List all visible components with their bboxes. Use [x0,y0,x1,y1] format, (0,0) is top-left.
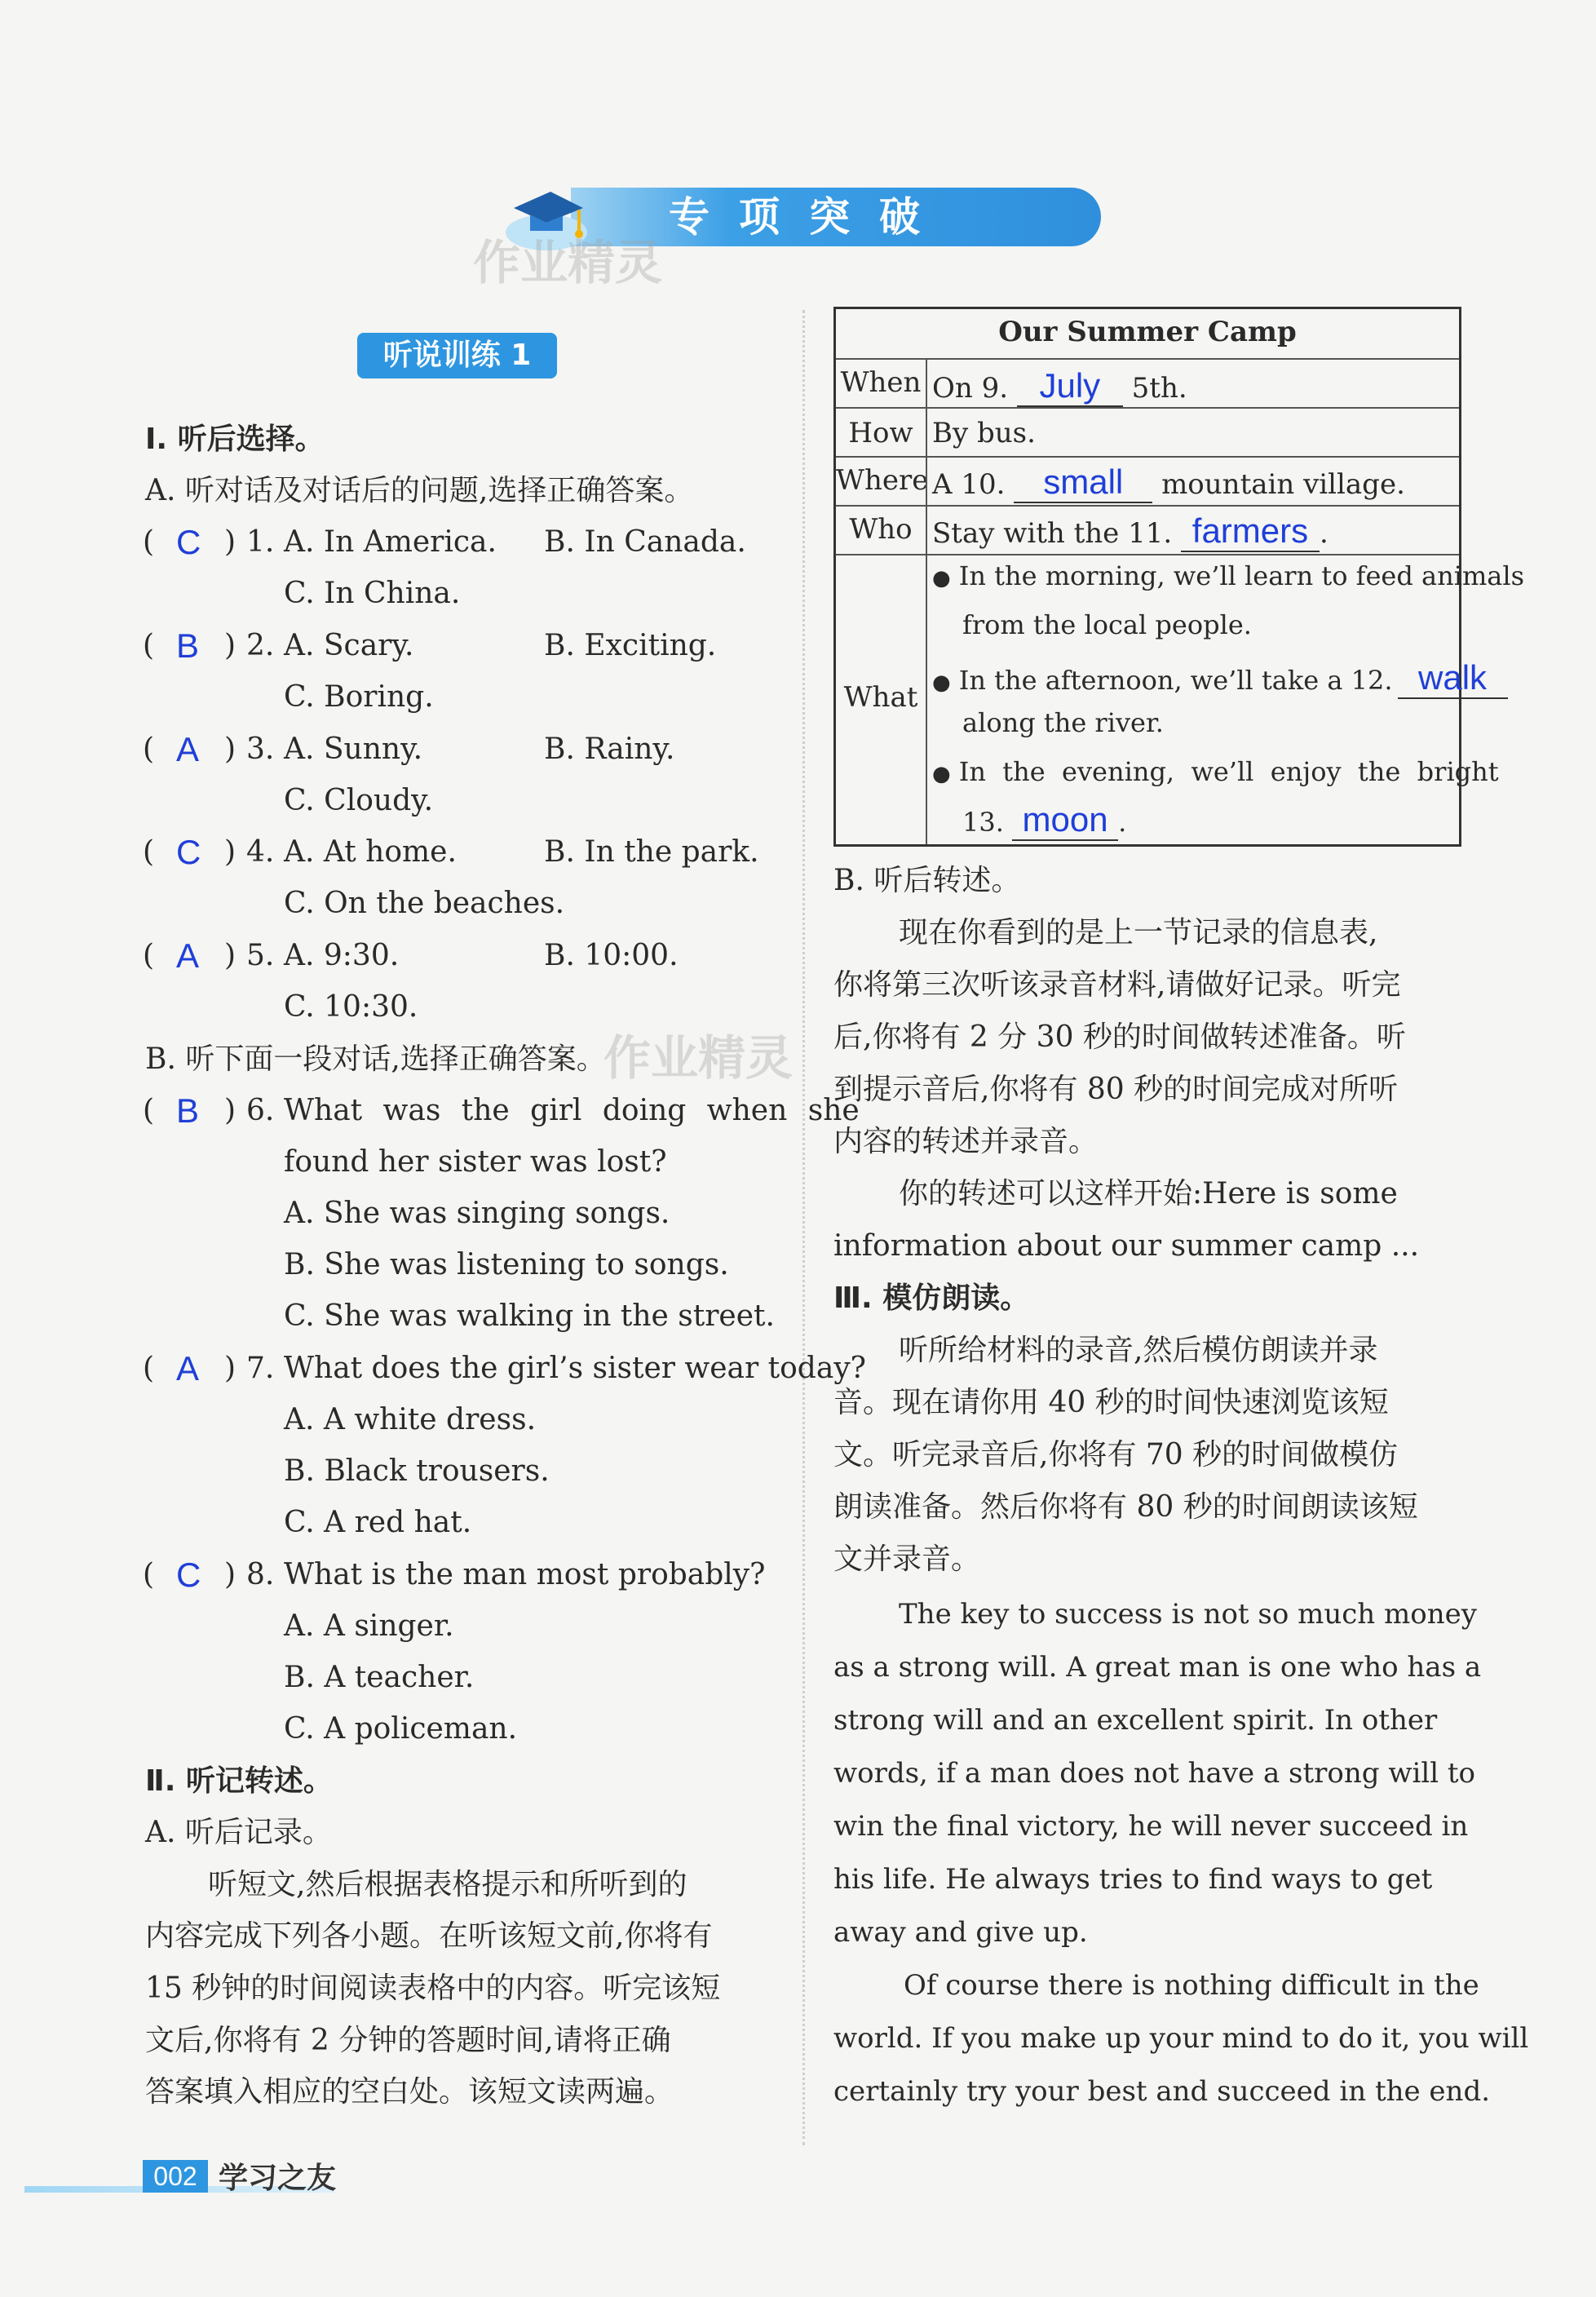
option-c: C. On the beaches. [284,887,565,920]
bullet-icon: ● [932,671,951,695]
part2-b-line: 你的转述可以这样开始:Here is some [899,1177,1398,1210]
option-b: B. Black trousers. [284,1454,550,1488]
passage-line: strong will and an excellent spirit. In other [833,1704,1438,1737]
section-label: 听说训练 1 [357,333,557,378]
answer-6: B [176,1091,200,1130]
option-b: B. In the park. [544,835,759,869]
question-stem: What is the man most probably? [284,1558,766,1591]
option-a: A. Scary. [284,629,414,662]
part2-b-line: 现在你看到的是上一节记录的信息表, [899,916,1378,949]
question-stem-line2: found her sister was lost? [284,1145,667,1179]
table-row-when: When On 9. July 5th. [836,360,1459,409]
part3-line: 朗读准备。然后你将有 80 秒的时间朗读该短 [833,1490,1418,1524]
answer-7: A [176,1349,200,1387]
part3-line: 音。现在请你用 40 秒的时间快速浏览该短 [833,1386,1389,1419]
answer-9: July [1017,366,1123,407]
option-c: C. Boring. [284,680,434,714]
table-title-row [836,309,1459,360]
option-a: A. 9:30. [284,939,400,972]
part2-a-line: 15 秒钟的时间阅读表格中的内容。听完该短 [145,1972,721,2005]
part2-b-line: information about our summer camp ... [833,1229,1420,1263]
page: 专项突破 作业精灵 作业精灵 听说训练 1 Ⅰ. 听后选择。 A. 听对话及对话后的问题,选择正确答案。 ( C ) 1. A. In America. B. In Canada. C. In China. ( B ) 2. A. Scary. B. Exciting. C. Boring. ( A ) 3. A. Sunny. B. Rainy. C. Cloudy. ( C ) 4. A. At home. B. In the park. C. On the beaches. ( A ) 5. A. 9:30. B. 10:00. C. 10:30. B. 听下面一段对话,选择正确答案。 ( B ) 6. What was the girl doing when she found her sister was lost? A. She was singing songs. B. She was listening to songs. C. She was walking in the street. ( A ) 7. What does the girl’s sister wear today? A. A white dress. B. Black trousers. C. A red hat. ( C ) 8. What is the man most probably? A. A singer. B. A teacher. C. A policeman. Ⅱ. 听记转述。 A. 听后记录。 听短文,然后根据表格提示和所听到的 内容完成下列各小题。在听该短文前,你将有 15 秒钟的时间阅读表格中的内容。听完该短 文后,你将有 2 分钟的答题时间,请将正确 答案填入相应的空白处。该短文读两遍。 Our Summer Camp When On 9. July 5th. How By bus. Where A 10. small mountain village. Who Stay with the 11. farmers . What ● In the morning, we’ll learn to feed animals from the local people. ● In the afternoon, we’ll take a 12. walk along the river. ● In the evening, we’ll enjoy the bright 13. moon . B. 听后转述。 现在你看到的是上一节记录的信息表, 你将第三次听该录音材料,请做好记录。听完 后,你将有 2 分 30 秒的时间做转述准备。听 到提示音后,你将有 80 秒的时间完成对所听 内容的转述并录音。 你的转述可以这样开始:Here is some information about our summer camp ... Ⅲ. 模仿朗读。 听所给材料的录音,然后模仿朗读并录 音。现在请你用 40 秒的时间快速浏览该短 文。听完录音后,你将有 70 秒的时间做模仿 朗读准备。然后你将有 80 秒的时间朗读该短 文并录音。 The key to success is not so much money as a strong will. A great man is one who has a strong will and an excellent spirit. In other words, if a man does not have a strong will to win the final victory, he will never succeed in his life. He always tries to find ways to get away and give up. Of course there is nothing difficult in the world. If you make up your mind to do it, you will certainly try your best and succeed in the end. 002 学习之友 [0,0,1596,2297]
banner-title: 专项突破 [669,193,949,241]
part3-line: 文并录音。 [833,1542,981,1576]
watermark: 作业精灵 [603,1030,794,1086]
option-c: C. Cloudy. [284,784,434,817]
part2-a-line: 文后,你将有 2 分钟的答题时间,请将正确 [145,2024,671,2057]
part2-a-line: 内容完成下列各小题。在听该短文前,你将有 [145,1919,713,1953]
answer-3: A [176,730,200,768]
option-c: C. She was walking in the street. [284,1299,775,1333]
passage-line: The key to success is not so much money [899,1598,1477,1631]
passage-line: away and give up. [833,1916,1088,1949]
part3-line: 文。听完录音后,你将有 70 秒的时间做模仿 [833,1438,1399,1472]
option-b: B. Rainy. [544,732,675,766]
option-a: A. In America. [284,525,497,559]
option-a: A. She was singing songs. [284,1197,670,1230]
passage-line: words, if a man does not have a strong will to [833,1757,1476,1790]
summer-camp-table [833,307,1525,847]
option-b: B. She was listening to songs. [284,1248,729,1281]
answer-11: farmers [1181,511,1320,552]
table-title: Our Summer Camp [998,316,1297,348]
option-a: A. A white dress. [284,1403,537,1436]
answer-5: A [176,936,200,975]
table-row-what: What ● In the morning, we’ll learn to feed animals from the local people. ● In the afternoon, we’ll take a 12. walk along the river. ● In the evening, we’ll enjoy the bright 13. moon . [836,555,1459,844]
watermark: 作业精灵 [473,235,663,290]
part3-line: 听所给材料的录音,然后模仿朗读并录 [899,1334,1378,1367]
column-divider [802,310,805,2145]
answer-12: walk [1398,658,1508,699]
part2-b-instruction: B. 听后转述。 [833,864,1021,897]
option-b: B. Exciting. [544,629,717,662]
option-c: C. 10:30. [284,990,418,1024]
option-c: C. In China. [284,577,461,610]
table-row-how: How By bus. [836,409,1459,458]
question-stem: What does the girl’s sister wear today? [284,1352,866,1385]
passage-line: his life. He always tries to find ways to get [833,1863,1433,1896]
option-b: B. A teacher. [284,1661,475,1694]
passage-line: world. If you make up your mind to do it, you will [833,2022,1529,2055]
page-number: 002 [143,2160,208,2193]
part2-b-line: 到提示音后,你将有 80 秒的时间完成对所听 [833,1073,1399,1106]
option-a: A. At home. [284,835,457,869]
bullet-icon: ● [932,566,951,591]
table-row-where: Where A 10. small mountain village. [836,458,1459,507]
option-a: A. A singer. [284,1609,454,1643]
part2-a-line: 听短文,然后根据表格提示和所听到的 [208,1868,687,1901]
answer-1: C [176,523,201,561]
option-c: C. A policeman. [284,1712,518,1746]
passage-line: certainly try your best and succeed in the end. [833,2075,1491,2108]
part2-b-line: 后,你将有 2 分 30 秒的时间做转述准备。听 [833,1020,1406,1054]
option-c: C. A red hat. [284,1506,472,1539]
part2-b-line: 你将第三次听该录音材料,请做好记录。听完 [833,968,1401,1002]
answer-8: C [176,1556,201,1594]
answer-4: C [176,833,201,871]
part1-heading: Ⅰ. 听后选择。 [145,423,325,456]
option-b: B. 10:00. [544,939,679,972]
passage-line: win the final victory, he will never succeed in [833,1810,1469,1843]
passage-line: as a strong will. A great man is one who has a [833,1651,1482,1684]
part2-b-line: 内容的转述并录音。 [833,1125,1099,1158]
option-a: A. Sunny. [284,732,423,766]
answer-2: B [176,626,200,665]
part2-a-line: 答案填入相应的空白处。该短文读两遍。 [145,2075,674,2109]
part2-a-instruction: A. 听后记录。 [145,1816,332,1849]
answer-13: moon [1012,800,1118,841]
part3-heading: Ⅲ. 模仿朗读。 [833,1281,1030,1315]
option-b: B. In Canada. [544,525,746,559]
part1-b-instruction: B. 听下面一段对话,选择正确答案。 [145,1042,606,1076]
passage-line: Of course there is nothing difficult in the [904,1969,1479,2002]
footer-title: 学习之友 [219,2161,337,2195]
question-stem: What was the girl doing when she [284,1094,860,1127]
answer-10: small [1014,462,1152,503]
table-row-who: Who Stay with the 11. farmers . [836,507,1459,555]
bullet-icon: ● [932,762,951,786]
part2-heading: Ⅱ. 听记转述。 [145,1764,333,1798]
part1-a-instruction: A. 听对话及对话后的问题,选择正确答案。 [145,474,694,507]
